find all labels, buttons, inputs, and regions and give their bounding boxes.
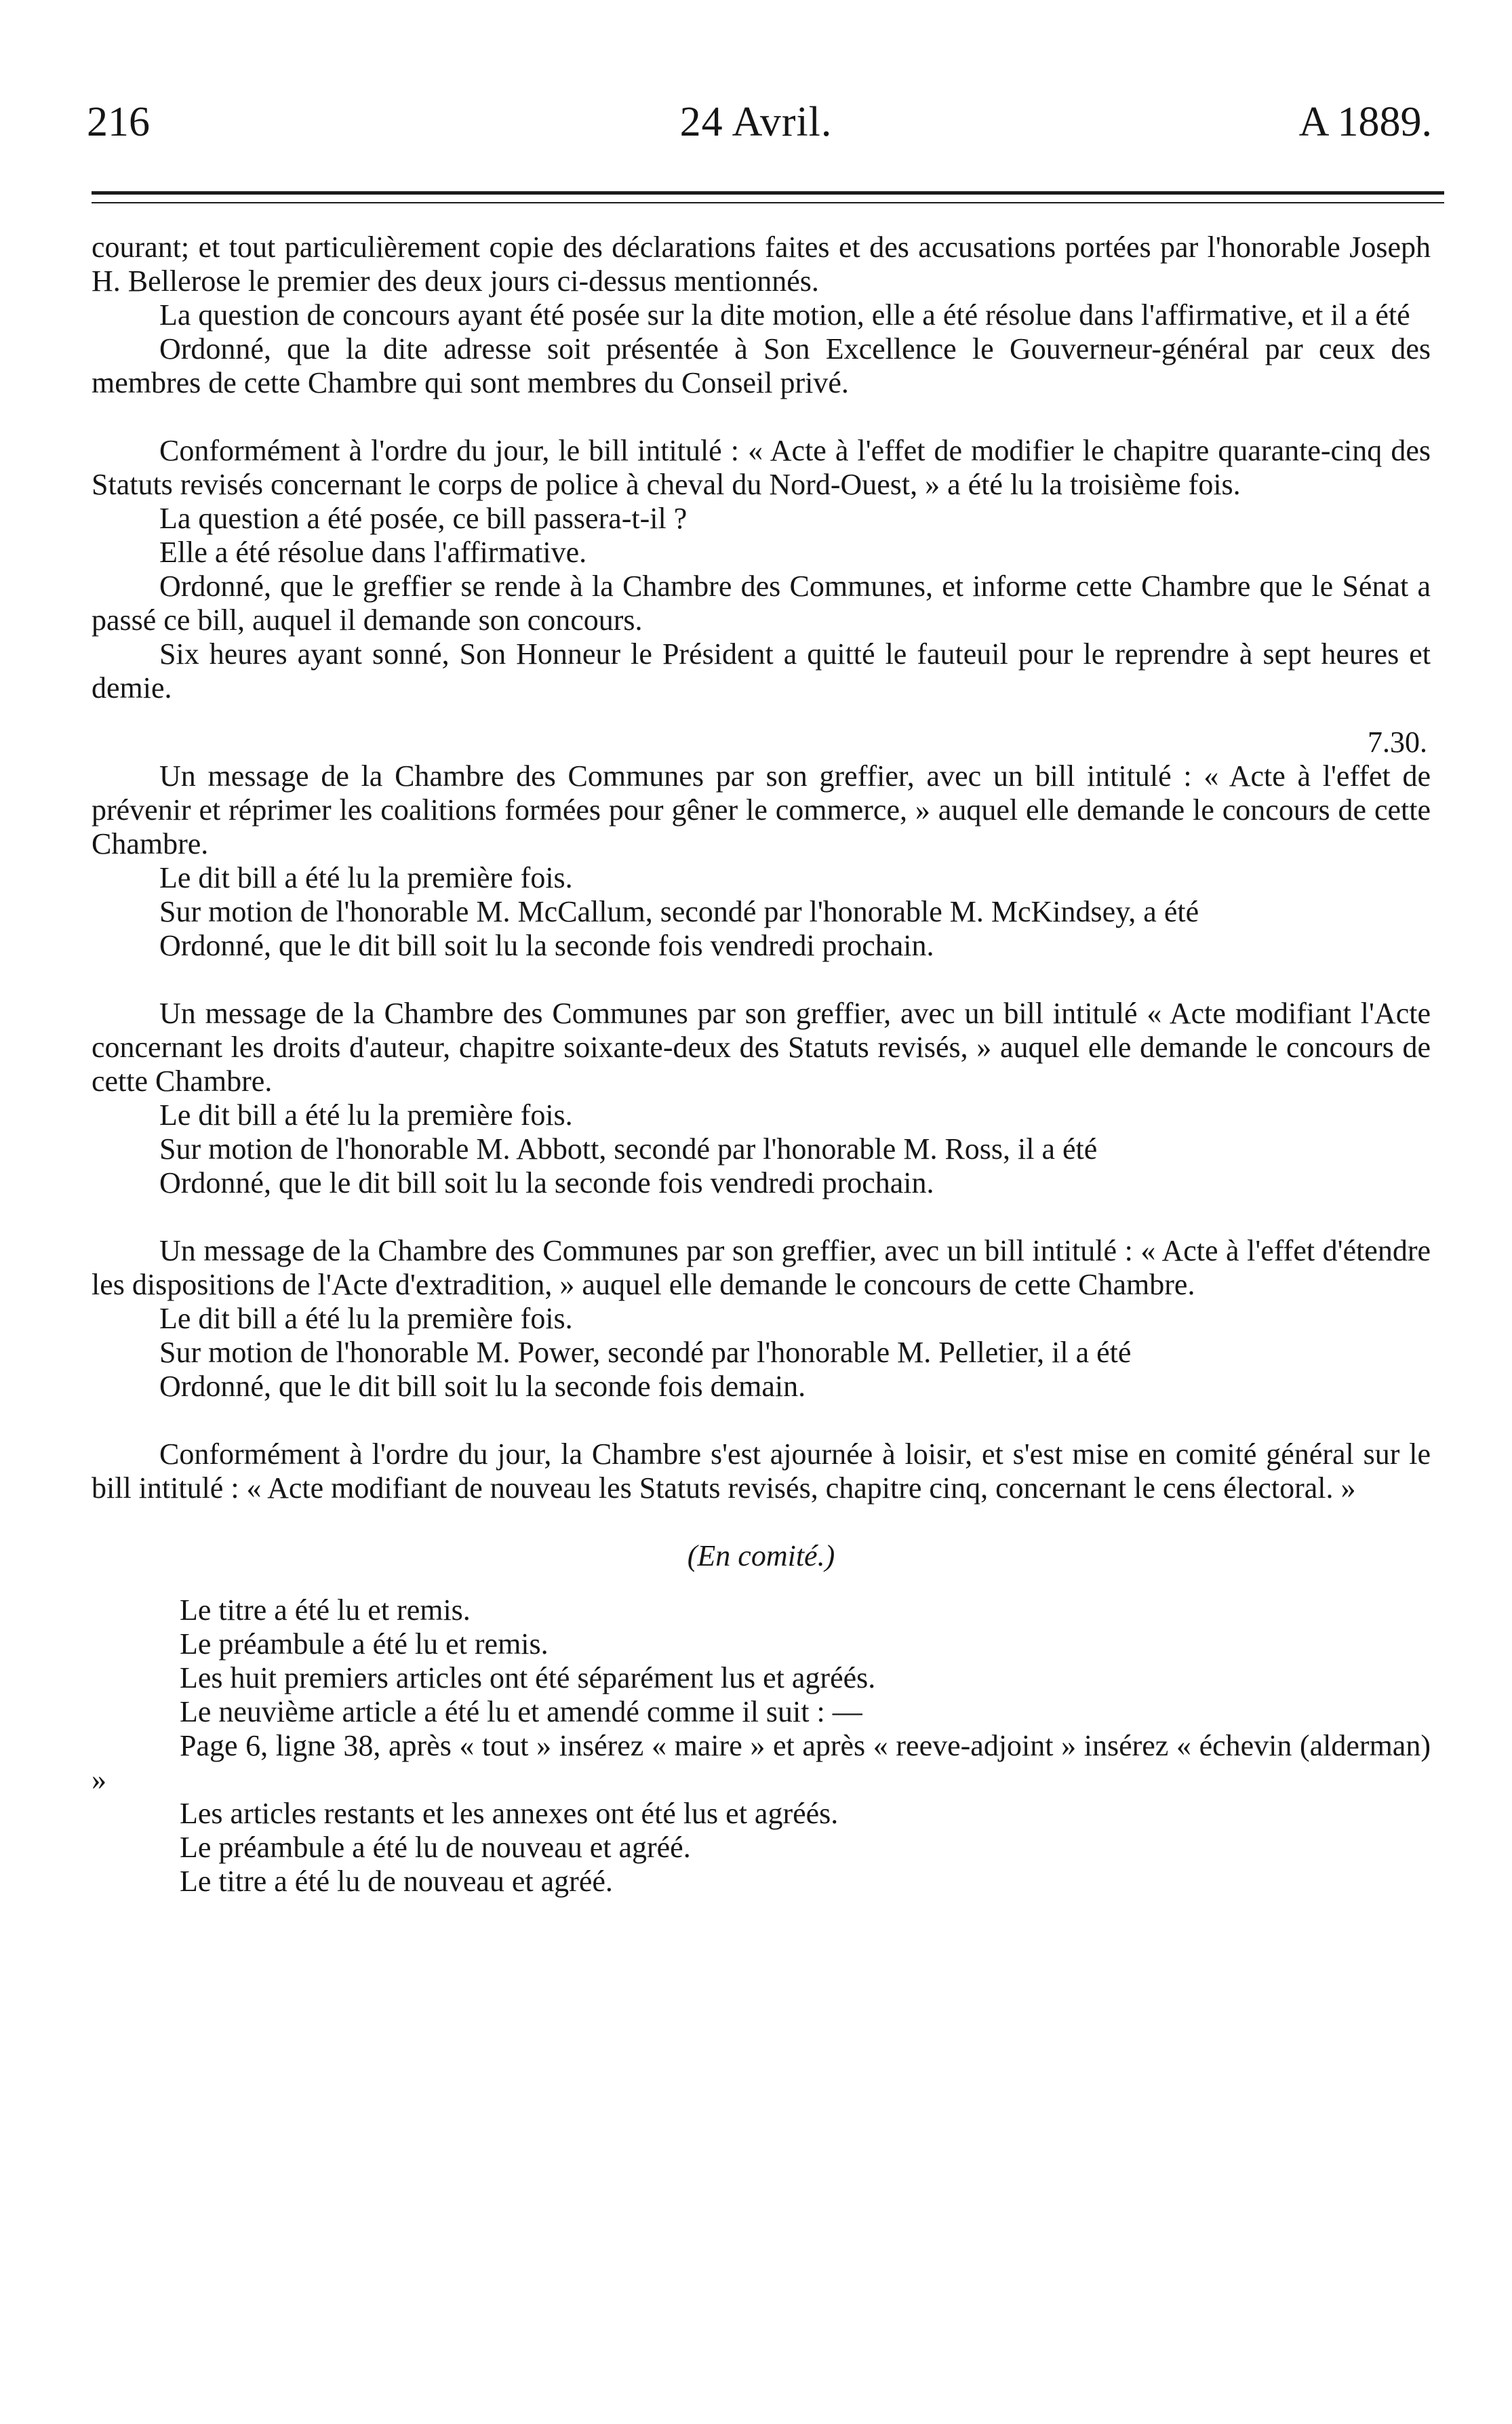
paragraph: Ordonné, que le dit bill soit lu la seconde fois demain. <box>159 1370 806 1403</box>
paragraph: Les articles restants et les annexes ont été lus et agréés. <box>180 1797 839 1830</box>
paragraph: Sur motion de l'honorable M. McCallum, secondé par l'honorable M. McKindsey, a été <box>159 895 1199 928</box>
paragraph: Le dit bill a été lu la première fois. <box>159 1098 573 1132</box>
paragraph: Les huit premiers articles ont été séparément lus et agréés. <box>180 1661 876 1694</box>
paragraph: Ordonné, que le dit bill soit lu la seconde fois vendredi prochain. <box>159 1166 934 1199</box>
paragraph: Elle a été résolue dans l'affirmative. <box>159 536 587 569</box>
paragraph: Un message de la Chambre des Communes par son greffier, avec un bill intitulé : « Acte à l'effet d'étendre les dispositions de l'Acte d'extradition, » auquel elle demande le concours de cette Chambre. <box>92 1234 1431 1301</box>
page-body <box>92 231 1431 1899</box>
committee-proceedings <box>92 1593 1431 1899</box>
paragraph: Le dit bill a été lu la première fois. <box>159 1302 573 1335</box>
paragraph: Le titre a été lu et remis. <box>180 1593 471 1627</box>
paragraph: Un message de la Chambre des Communes par son greffier, avec un bill intitulé « Acte modifiant l'Acte concernant les droits d'auteur, chapitre soixante-deux des Statuts revisés, » auquel elle demande le concours de cette Chambre. <box>92 997 1431 1098</box>
paragraph: La question a été posée, ce bill passera-t-il ? <box>159 502 688 535</box>
paragraph: Le neuvième article a été lu et amendé comme il suit : — <box>180 1695 862 1728</box>
running-year: A 1889. <box>1298 99 1432 145</box>
paragraph: Page 6, ligne 38, après « tout » insérez « maire » et après « reeve-adjoint » insérez « échevin (alderman) » <box>92 1729 1431 1796</box>
time-marker: 7.30. <box>1368 726 1427 759</box>
paragraph: Ordonné, que le greffier se rende à la Chambre des Communes, et informe cette Chambre que le Sénat a passé ce bill, auquel il demande son concours. <box>92 570 1431 637</box>
paragraph: Un message de la Chambre des Communes par son greffier, avec un bill intitulé : « Acte à l'effet de prévenir et réprimer les coalitions formées pour gêner le commerce, » auquel elle demande le concours de cette Chambre. <box>92 759 1431 860</box>
paragraph: Le dit bill a été lu la première fois. <box>159 861 573 894</box>
running-title: 24 Avril. <box>679 99 833 145</box>
paragraph: Le préambule a été lu de nouveau et agréé. <box>180 1831 691 1864</box>
paragraph: Sur motion de l'honorable M. Power, secondé par l'honorable M. Pelletier, il a été <box>159 1336 1132 1369</box>
paragraph: La question de concours ayant été posée sur la dite motion, elle a été résolue dans l'affirmative, et il a été <box>159 298 1410 332</box>
paragraph: Sur motion de l'honorable M. Abbott, secondé par l'honorable M. Ross, il a été <box>159 1132 1098 1166</box>
paragraph: Le préambule a été lu et remis. <box>180 1627 549 1661</box>
paragraph: Ordonné, que la dite adresse soit présentée à Son Excellence le Gouverneur-général par ceux des membres de cette Chambre qui sont membres du Conseil privé. <box>92 332 1431 399</box>
paragraph: courant; et tout particulièrement copie des déclarations faites et des accusations portées par l'honorable Joseph H. Bellerose le premier des deux jours ci-dessus mentionnés. <box>92 231 1431 298</box>
paragraph: Le titre a été lu de nouveau et agréé. <box>180 1865 613 1898</box>
section-heading: (En comité.) <box>687 1539 835 1572</box>
paragraph: Conformément à l'ordre du jour, la Chambre s'est ajournée à loisir, et s'est mise en comité général sur le bill intitulé : « Acte modifiant de nouveau les Statuts revisés, chapitre cinq, concernant le cens électoral. » <box>92 1437 1431 1505</box>
paragraph: Ordonné, que le dit bill soit lu la seconde fois vendredi prochain. <box>159 929 934 962</box>
header-rule <box>92 191 1444 195</box>
paragraph: Conformément à l'ordre du jour, le bill intitulé : « Acte à l'effet de modifier le chapitre quarante-cinq des Statuts revisés concernant le corps de police à cheval du Nord-Ouest, » a été lu la troisième fois. <box>92 434 1431 501</box>
header-rule-thin <box>92 202 1444 203</box>
page-header <box>0 85 1512 159</box>
paragraph: Six heures ayant sonné, Son Honneur le Président a quitté le fauteuil pour le reprendre à sept heures et demie. <box>92 637 1431 704</box>
page-number: 216 <box>87 99 150 145</box>
